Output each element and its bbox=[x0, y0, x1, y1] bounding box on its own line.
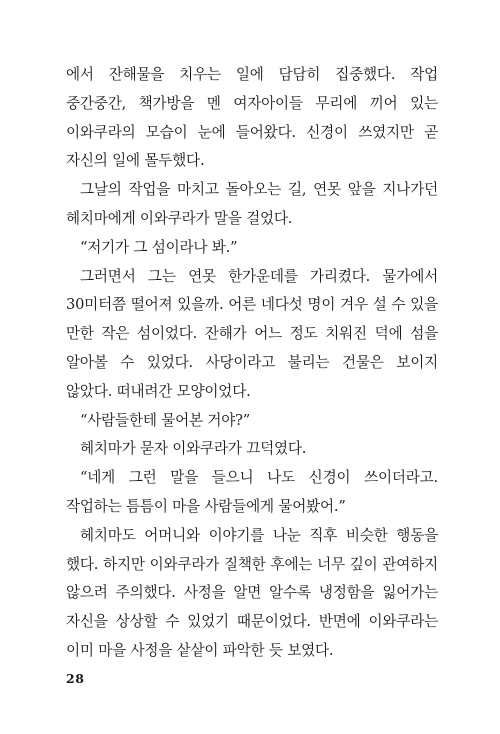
dialogue-line: “네게 그런 말을 들으니 나도 신경이 쓰이더라고. 작업하는 틈틈이 마을 사람들에게 물어봤어.” bbox=[66, 469, 438, 515]
body-text bbox=[66, 61, 438, 666]
paragraph: 그날의 작업을 마치고 돌아오는 길, 연못 앞을 지나가던 헤치마에게 이와쿠라가 말을 걸었다. bbox=[66, 181, 438, 227]
paragraph: 그러면서 그는 연못 한가운데를 가리켰다. 물가에서 30미터쯤 떨어져 있을까. 어른 네다섯 명이 겨우 설 수 있을 만한 작은 섬이었다. 잔해가 어느 정도 치워진 덕에 섬을 알아볼 수 있었다. 사당이라고 불리는 건물은 보이지 않았다. 떠내려간 모양이었다. bbox=[66, 267, 438, 400]
page-number: 28 bbox=[66, 671, 85, 686]
paragraph: 헤치마가 묻자 이와쿠라가 끄덕였다. bbox=[80, 440, 307, 458]
paragraph: 에서 잔해물을 치우는 일에 담담히 집중했다. 작업 중간중간, 책가방을 멘 여자아이들 무리에 끼어 있는 이와쿠라의 모습이 눈에 들어왔다. 신경이 쓰였지만 곧 자신의 일에 몰두했다. bbox=[66, 66, 438, 170]
dialogue-line: “사람들한테 물어본 거야?” bbox=[80, 411, 251, 429]
paragraph: 헤치마도 어머니와 이야기를 나눈 직후 비슷한 행동을 했다. 하지만 이와쿠라가 질책한 후에는 너무 깊이 관여하지 않으려 주의했다. 사정을 알면 알수록 냉정함을 잃어가는 자신을 상상할 수 있었기 때문이었다. 반면에 이와쿠라는 이미 마을 사정을 샅샅이 파악한 듯 보였다. bbox=[66, 526, 438, 659]
dialogue-line: “저기가 그 섬이라나 봐.” bbox=[80, 238, 238, 256]
